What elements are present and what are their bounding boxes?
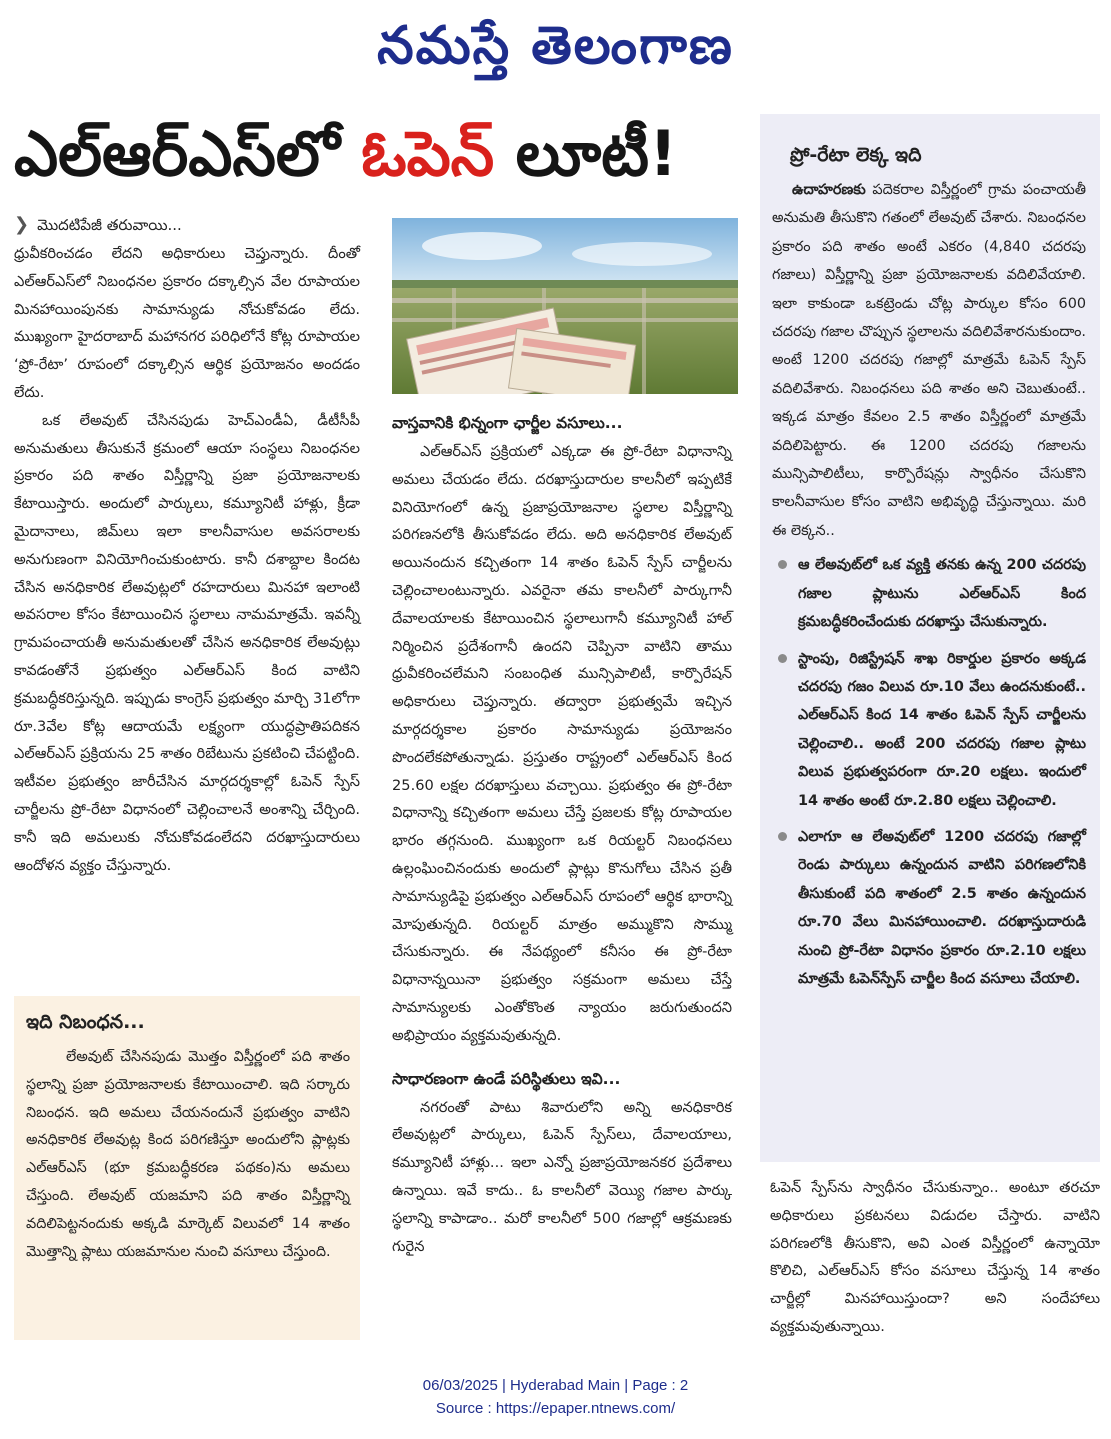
- prorata-bullet-1: [772, 551, 1086, 636]
- bullet-icon: [778, 654, 787, 663]
- prorata-bullet-2: [772, 645, 1086, 815]
- rule-box: [14, 996, 360, 1340]
- headline-part3: లూటీ!: [494, 117, 678, 190]
- prorata-bullet-3-text: ఎలాగూ ఆ లేఅవుట్‌లో 1200 చదరపు గజాల్లో రెండు పార్కులు ఉన్నందున వాటిని పరిగణలోనికి తీసుకుంటే పది శాతంలో 2.5 శాతం ఉన్నందున రూ.70 వేలు మినహాయించాలి. దరఖాస్తుదారుడి నుంచి ప్రో-రేటా విధానం ప్రకారం రూ.2.10 లక్షలు మాత్రమే ఓపెన్‌స్పేస్ చార్జీల కింద వసూలు చేయాలి.: [798, 828, 1086, 987]
- col2-subheading-2: సాధారణంగా ఉండే పరిస్థితులు ఇవి...: [392, 1069, 621, 1088]
- footer: [0, 1374, 1111, 1420]
- prorata-box-title: ప్రో-రేటా లెక్క ఇది: [790, 144, 922, 166]
- footer-date-line: 06/03/2025 | Hyderabad Main | Page : 2: [422, 1377, 689, 1394]
- prorata-lead-text: పదెకరాల విస్తీర్ణంలో గ్రామ పంచాయతీ అనుమతి తీసుకొని గతంలో లేఅవుట్ చేశారు. నిబంధనల ప్రకారం పది శాతం అంటే ఎకరం (4,840 చదరపు గజాలు) విస్తీర్ణాన్ని ప్రజా ప్రయోజనాలకు వదిలివేయాలి. ఇలా కాకుండా ఒకట్రెండు చోట్ల పార్కుల కోసం 600 చదరపు గజాల చొప్పున స్థలాలను వదిలివేశారనుకుందాం. అంటే 1200 చదరపు గజాల్లో మాత్రమే ఓపెన్ స్పేస్ వదిలివేశారు. నిబంధనలు పది శాతం అని చెబుతుంటే.. ఇక్కడ మాత్రం కేవలం 2.5 శాతం విస్తీర్ణంలో మాత్రమే వదిలిపెట్టారు. ఈ 1200 చదరపు గజాలను మున్సిపాలిటీలు, కార్పొరేషన్లు స్వాధీనం చేసుకొని కాలనీవాసుల కోసం వాటిని అభివృద్ధి చేస్తున్నాయి. మరి ఈ లెక్కన..: [772, 182, 1086, 539]
- continuation-note: [14, 212, 360, 238]
- headline-part1: ఎల్‌ఆర్‌ఎస్‌లో: [14, 117, 362, 190]
- prorata-bullet-list: [772, 551, 1086, 993]
- prorata-box: [760, 114, 1100, 1162]
- layout-land-photo: [392, 218, 738, 394]
- col1-paragraph-1: ధ్రువీకరించడం లేదని అధికారులు చెప్తున్నారు. దీంతో ఎల్‌ఆర్‌ఎస్‌లో నిబంధనల ప్రకారం దక్కాల్సిన వేల రూపాయల మినహాయింపునకు సామాన్యుడు నోచుకోవడం లేదు. ముఖ్యంగా హైదరాబాద్ మహానగర పరిధిలోనే కోట్ల రూపాయల ‘ప్రో-రేటా’ రూపంలో దక్కాల్సిన ఆర్థిక ప్రయోజనం అందడం లేదు.: [14, 245, 360, 401]
- col3-paragraph-1: ఓపెన్ స్పేస్‌ను స్వాధీనం చేసుకున్నాం.. అంటూ తరచూ అధికారులు ప్రకటనలు విడుదల చేస్తారు. వాటిని పరిగణలోకి తీసుకొని, అవి ఎంత విస్తీర్ణంలో ఉన్నాయో కొలిచి, ఎల్‌ఆర్‌ఎస్ కోసం వసూలు చేస్తున్న 14 శాతం చార్జీల్లో మినహాయిస్తుందా? అని సందేహాలు వ్యక్తమవుతున్నాయి.: [770, 1179, 1100, 1335]
- article-column-3: [770, 1174, 1100, 1341]
- prorata-bullet-2-text: స్టాంపు, రిజిస్ట్రేషన్ శాఖ రికార్డుల ప్రకారం అక్కడ చదరపు గజం విలువ రూ.10 వేలు ఉందనుకుంటే.. ఎల్‌ఆర్‌ఎస్ కింద 14 శాతం ఓపెన్ స్పేస్ చార్జీలను చెల్లించాలి.. అంటే 200 చదరపు గజాల ప్లాటు విలువ ప్రభుత్వపరంగా రూ.20 లక్షలు. ఇందులో 14 శాతం అంటే రూ.2.80 లక్షలు చెల్లించాలి.: [798, 650, 1086, 809]
- col1-paragraph-2: ఒక లేఅవుట్ చేసినపుడు హెచ్‌ఎండీఏ, డీటీసీపీ అనుమతులు తీసుకునే క్రమంలో ఆయా సంస్థలు నిబంధనల ప్రకారం పది శాతం విస్తీర్ణాన్ని ప్రజా ప్రయోజనాలకు కేటాయిస్తారు. అందులో పార్కులు, కమ్యూనిటీ హాళ్లు, క్రీడా మైదానాలు, జిమ్‌లు ఇలా కాలనీవాసుల అవసరాలకు అనుగుణంగా వినియోగించుకుంటారు. కానీ దశాబ్దాల కిందట చేసిన అనధికారిక లేఅవుట్లలో రహదారులు మినహా ఇలాంటి అవసరాల కోసం కేటాయించిన స్థలాలు నామమాత్రమే. ఇవన్నీ గ్రామపంచాయతీ అనుమతులతో చేసిన అనధికారిక లేఅవుట్లు కావడంతోనే ప్రభుత్వం ఎల్‌ఆర్‌ఎస్ కింద వాటిని క్రమబద్ధీకరిస్తున్నది. ఇప్పుడు కాంగ్రెస్ ప్రభుత్వం మార్చి 31లోగా రూ.3వేల కోట్ల ఆదాయమే లక్ష్యంగా యుద్ధప్రాతిపదికన ఎల్‌ఆర్‌ఎస్ ప్రక్రియను 25 శాతం రిబేటును ప్రకటించి చేపట్టింది. ఇటీవల ప్రభుత్వం జారీచేసిన మార్గదర్శకాల్లో ఓపెన్ స్పేస్ చార్జీలను ప్రో-రేటా విధానంలో చెల్లించాలనే అంశాన్ని చేర్చింది. కానీ ఇది అమలుకు నోచుకోవడంలేదని దరఖాస్తుదారులు ఆందోళన వ్యక్తం చేస్తున్నారు.: [14, 411, 360, 874]
- chevron-right-icon: ❯: [14, 214, 30, 235]
- prorata-bullet-3: [772, 823, 1086, 993]
- rule-box-title: ఇది నిబంధన...: [26, 1011, 145, 1033]
- col2-subheading-1: వాస్తవానికి భిన్నంగా ఛార్జీల వసూలు...: [392, 414, 623, 432]
- continuation-text: మొదటిపేజీ తరువాయి...: [37, 216, 182, 234]
- col2-paragraph-1: ఎల్‌ఆర్‌ఎస్ ప్రక్రియలో ఎక్కడా ఈ ప్రో-రేటా విధానాన్ని అమలు చేయడం లేదు. దరఖాస్తుదారుల కాలనీలో ఇప్పటికే వినియోగంలో ఉన్న ప్రజాప్రయోజనాల స్థలాల విస్తీర్ణాన్ని పరిగణనలోకి తీసుకోవడం లేదు. అది అనధికారిక లేఅవుట్ అయినందున కచ్చితంగా 14 శాతం ఓపెన్ స్పేస్ చార్జీలను చెల్లించాలంటున్నారు. ఎవరైనా తమ కాలనీలో పార్కుగానీ దేవాలయాలకు కేటాయించిన స్థలాలుగానీ కమ్యూనిటీ హాల్ నిర్మించిన ప్రదేశంగానీ ఉందని చెప్పినా వాటిని తాము ధ్రువీకరించలేమని సంబంధిత మున్సిపాలిటీ, కార్పొరేషన్ అధికారులు చెప్తున్నారు. తద్వారా ప్రభుత్వమే ఇచ్చిన మార్గదర్శకాల ప్రకారం సామాన్యుడు ప్రయోజనం పొందలేకపోతున్నాడు. ప్రస్తుతం రాష్ట్రంలో ఎల్‌ఆర్‌ఎస్ కింద 25.60 లక్షల దరఖాస్తులు వచ్చాయి. ప్రభుత్వం ఈ ప్రో-రేటా విధానాన్ని కచ్చితంగా అమలు చేస్తే ప్రజలకు కోట్ల రూపాయల భారం తగ్గనుంది. ముఖ్యంగా ఒక రియల్టర్ నిబంధనలు ఉల్లంఘించినందుకు అందులో ప్లాట్లు కొనుగోలు చేసిన ప్రతీ సామాన్యుడిపై ప్రభుత్వం ఎల్‌ఆర్‌ఎస్ రూపంలో ఆర్థిక భారాన్ని మోపుతున్నది. రియల్టర్ మాత్రం అమ్ముకొని సొమ్ము చేసుకున్నారు. ఈ నేపథ్యంలో కనీసం ఈ ప్రో-రేటా విధానాన్నయినా ప్రభుత్వం సక్రమంగా అమలు చేస్తే సామాన్యులకు ఎంతోకొంత న్యాయం జరుగుతుందని అభిప్రాయం వ్యక్తమవుతున్నది.: [392, 443, 732, 1044]
- masthead-logo: నమస్తే తెలంగాణ: [377, 15, 734, 76]
- bullet-icon: [778, 832, 787, 841]
- prorata-lead-bold: ఉదాహరణకు: [792, 182, 866, 198]
- footer-source-link[interactable]: Source : https://epaper.ntnews.com/: [435, 1400, 676, 1417]
- article-column-2: [392, 408, 732, 1260]
- article-column-1: [14, 212, 360, 879]
- headline-part2: ఓపెన్: [361, 117, 495, 190]
- prorata-box-lead: [772, 176, 1086, 545]
- rule-box-body: లేఅవుట్ చేసినపుడు మొత్తం విస్తీర్ణంలో పది శాతం స్థలాన్ని ప్రజా ప్రయోజనాలకు కేటాయించాలి. ఇది సర్కారు నిబంధన. ఇది అమలు చేయనందునే ప్రభుత్వం వాటిని అనధికారిక లేఅవుట్ల కింద పరిగణిస్తూ అందులోని ప్లాట్లకు ఎల్‌ఆర్‌ఎస్ (భూ క్రమబద్ధీకరణ పథకం)ను అమలు చేస్తుంది. లేఅవుట్ యజమాని పది శాతం విస్తీర్ణాన్ని వదిలిపెట్టనందుకు అక్కడి మార్కెట్ విలువలో 14 శాతం మొత్తాన్ని ప్లాటు యజమానుల నుంచి వసూలు చేస్తుంది.: [26, 1049, 350, 1260]
- bullet-icon: [778, 560, 787, 569]
- headline: [14, 108, 744, 200]
- col2-paragraph-2: నగరంతో పాటు శివారులోని అన్ని అనధికారిక లేఅవుట్లలో పార్కులు, ఓపెన్ స్పేస్‌లు, దేవాలయాలు, కమ్యూనిటీ హాళ్లు... ఇలా ఎన్నో ప్రజాప్రయోజనకర ప్రదేశాలు ఉన్నాయి. ఇవే కాదు.. ఓ కాలనీలో వెయ్యి గజాల పార్కు స్థలాన్ని కాపాడాం.. మరో కాలనీలో 500 గజాల్లో ఆక్రమణకు గురైన: [392, 1098, 732, 1255]
- prorata-bullet-1-text: ఆ లేఅవుట్‌లో ఒక వ్యక్తి తనకు ఉన్న 200 చదరపు గజాల ప్లాటును ఎల్‌ఆర్‌ఎస్ కింద క్రమబద్ధీకరించేందుకు దరఖాస్తు చేసుకున్నారు.: [798, 557, 1086, 631]
- article-photo: [392, 218, 738, 394]
